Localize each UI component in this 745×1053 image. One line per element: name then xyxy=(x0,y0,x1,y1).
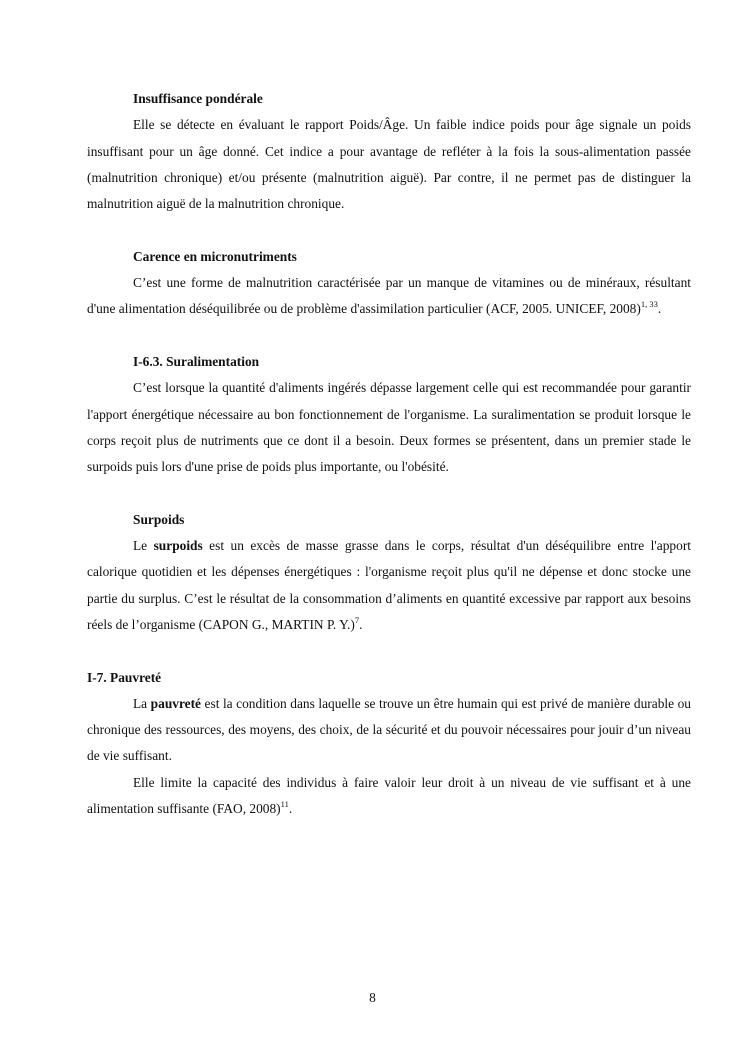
reference-superscript: 11 xyxy=(280,799,289,810)
sentence-end: . xyxy=(288,801,293,817)
reference-superscript: 1, 33 xyxy=(640,299,658,310)
reference-superscript: 7 xyxy=(354,614,360,625)
paragraph-surpoids xyxy=(87,533,691,638)
heading-insuffisance-ponderale: Insuffisance pondérale xyxy=(133,91,263,106)
heading-surpoids: Surpoids xyxy=(133,511,185,527)
paragraph-surpoids-start: Le xyxy=(133,538,154,554)
paragraph-suralimentation: C’est lorsque la quantité d'aliments ingérés dépasse largement celle qui est recommandée pour garantir l'apport énergétique nécessaire au bon fonctionnement de l'organisme. La suralimentation se produit lorsque le corps reçoit plus de nutriments que ce dont il a besoin. Deux formes se présentent, dans un premier stade le surpoids puis lors d'une prise de poids plus importante, ou l'obésité. xyxy=(87,380,691,475)
spacer xyxy=(87,638,691,664)
spacer xyxy=(87,480,691,506)
paragraph-insuffisance: Elle se détecte en évaluant le rapport Poids/Âge. Un faible indice poids pour âge signale un poids insuffisant pour un âge donné. Cet indice a pour avantage de refléter à la fois la sous-alimentation passée (malnutrition chronique) et/ou présente (malnutrition aiguë). Par contre, il ne permet pas de distinguer la malnutrition aiguë de la malnutrition chronique. xyxy=(87,117,691,212)
sentence-end: . xyxy=(359,616,363,632)
sentence-end: . xyxy=(657,301,662,317)
paragraph-carence xyxy=(87,270,691,323)
paragraph-pauvrete-text: est la condition dans laquelle se trouve un être humain qui est privé de manière durable ou chronique des ressources, des moyens, des choix, de la sécurité et du pouvoir nécessaires pour jouir d’un niveau de vie suffisant. xyxy=(87,695,691,764)
spacer xyxy=(87,217,691,243)
paragraph-pauvrete-2-text: Elle limite la capacité des individus à faire valoir leur droit à un niveau de vie suffisant et à une alimentation suffisante (FAO, 2008) xyxy=(87,774,691,817)
paragraph-carence-text: C’est une forme de malnutrition caractérisée par un manque de vitamines ou de minéraux, résultant d'une alimentation déséquilibrée ou de problème d'assimilation particulier (ACF, 2005. UNICEF, 2008) xyxy=(87,275,691,317)
heading-carence-micronutriments: Carence en micronutriments xyxy=(133,248,297,264)
page-content xyxy=(87,86,691,822)
spacer xyxy=(87,323,691,349)
page-number: 8 xyxy=(369,990,376,1005)
heading-pauvrete: I-7. Pauvreté xyxy=(87,669,162,685)
term-pauvrete: pauvreté xyxy=(150,695,202,711)
paragraph-pauvrete-1 xyxy=(87,691,691,770)
heading-suralimentation: I-6.3. Suralimentation xyxy=(133,353,260,369)
paragraph-pauvrete-2 xyxy=(87,770,691,823)
term-surpoids: surpoids xyxy=(153,538,203,554)
paragraph-surpoids-text: est un excès de masse grasse dans le corps, résultat d'un déséquilibre entre l'apport calorique quotidien et les dépenses énergétiques : l'organisme reçoit plus qu'il ne dépense et donc stocke une partie du surplus. C’est le résultat de la consommation d’aliments en quantité excessive par rapport aux besoins réels de l’organisme (CAPON G., MARTIN P. Y.) xyxy=(87,538,691,632)
paragraph-pauvrete-start: La xyxy=(133,695,151,711)
